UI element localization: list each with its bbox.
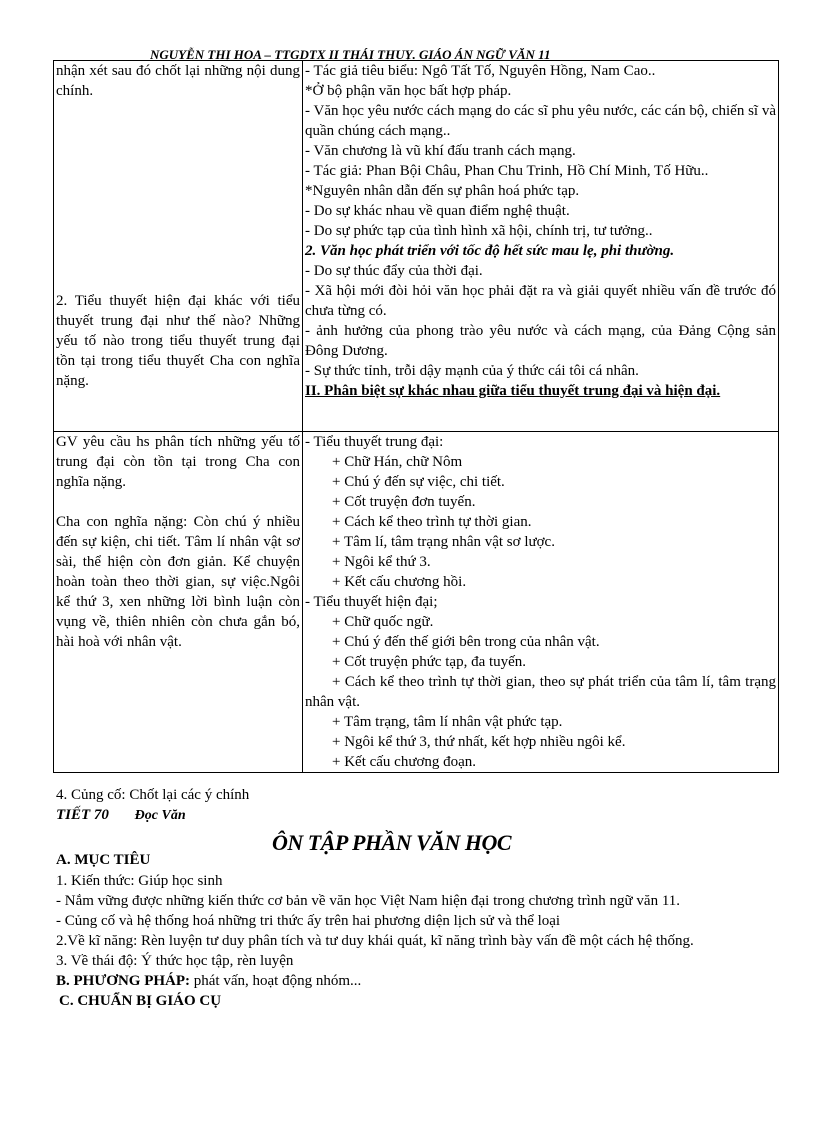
left-text: GV yêu cầu hs phân tích những yếu tố trung đại còn tồn tại trong Cha con nghĩa nặng.: [56, 434, 300, 490]
lesson-table: [53, 60, 779, 773]
page-title: ÔN TẬP PHẦN VĂN HỌC: [272, 830, 512, 855]
list-item: 2.Về kĩ năng: Rèn luyện tư duy phân tích và tư duy khái quát, kĩ năng trình bày vấn đề một cách hệ thống.: [56, 933, 694, 949]
list-item: - Tiểu thuyết trung đại:: [305, 434, 444, 450]
cung-co: 4. Củng cố: Chốt lại các ý chính: [56, 787, 250, 803]
subject-label: Đọc Văn: [134, 808, 186, 823]
method-label: B. PHƯƠNG PHÁP:: [56, 973, 191, 989]
section-heading: II. Phân biệt sự khác nhau giữa tiểu thuyết trung đại và hiện đại.: [305, 383, 721, 399]
list-item: - ảnh hưởng của phong trào yêu nước và cách mạng, của Đảng Cộng sản Đông Dương.: [305, 323, 776, 359]
list-item: - Tiểu thuyết hiện đại;: [305, 594, 438, 610]
list-item: - Văn học yêu nước cách mạng do các sĩ phu yêu nước, các cán bộ, chiến sĩ và quần chúng cách mạng..: [305, 103, 776, 139]
list-item: 1. Kiến thức: Giúp học sinh: [56, 873, 223, 889]
page-header: NGUYỄN THỊ HOA – TTGDTX II THÁI THUỴ. GIÁO ÁN NGỮ VĂN 11: [150, 47, 551, 61]
right-cell: [303, 432, 779, 773]
list-item: - Do sự phức tạp của tình hình xã hội, chính trị, tư tưởng..: [305, 223, 653, 239]
list-item: - Sự thức tỉnh, trỗi dậy mạnh của ý thức cái tôi cá nhân.: [305, 363, 639, 379]
list-item: + Cốt truyện đơn tuyến.: [332, 494, 476, 510]
right-cell: [303, 61, 779, 432]
list-item: + Kết cấu chương hồi.: [332, 574, 467, 590]
list-item: + Chữ quốc ngữ.: [332, 614, 434, 630]
left-question: 2. Tiểu thuyết hiện đại khác với tiểu thuyết trung đại như thế nào? Những yếu tố nào trong tiểu thuyết trung đại tồn tại trong tiểu thuyết Cha con nghĩa nặng.: [56, 293, 300, 389]
left-text: nhận xét sau đó chốt lại những nội dung chính.: [56, 63, 300, 99]
list-item: - Do sự khác nhau về quan điểm nghệ thuật.: [305, 203, 570, 219]
list-item: *Nguyên nhân dẫn đến sự phân hoá phức tạp.: [305, 183, 580, 199]
list-item: - Xã hội mới đòi hỏi văn học phải đặt ra và giải quyết nhiều vấn đề trước đó chưa từng có.: [305, 283, 776, 319]
left-cell: [54, 432, 303, 773]
list-item: + Tâm lí, tâm trạng nhân vật sơ lược.: [332, 534, 555, 550]
list-item: + Kết cấu chương đoạn.: [332, 754, 477, 770]
list-item: - Do sự thúc đẩy của thời đại.: [305, 263, 483, 279]
list-item: - Tác giả: Phan Bội Châu, Phan Chu Trinh, Hồ Chí Minh, Tố Hữu..: [305, 163, 709, 179]
table-row: [54, 61, 779, 432]
list-item: + Chữ Hán, chữ Nôm: [332, 454, 463, 470]
method-text: phát vấn, hoạt động nhóm...: [190, 973, 362, 989]
left-text: Cha con nghĩa nặng: Còn chú ý nhiều đến sự kiện, chi tiết. Tâm lí nhân vật sơ sài, thể hiện còn đơn giản. Kể chuyện hoàn toàn theo thời gian, sự việc.Ngôi kể thứ 3, xen những lời bình luận còn vụng về, thiên nhiên còn chưa gắn bó, hài hoà với nhân vật.: [56, 514, 300, 650]
section-heading: A. MỤC TIÊU: [56, 852, 151, 868]
objectives: [56, 871, 796, 1011]
list-item: + Ngôi kể thứ 3.: [332, 554, 431, 570]
list-item: + Ngôi kể thứ 3, thứ nhất, kết hợp nhiều ngôi kể.: [332, 734, 626, 750]
list-item: - Tác giả tiêu biểu: Ngô Tất Tố, Nguyên Hồng, Nam Cao..: [305, 63, 656, 79]
tiet-label: TIẾT 70: [56, 807, 109, 823]
list-item: + Cách kể theo trình tự thời gian, theo sự phát triển của tâm lí, tâm trạng nhân vật.: [305, 674, 776, 710]
table-row: [54, 432, 779, 773]
list-item: - Văn chương là vũ khí đấu tranh cách mạng.: [305, 143, 576, 159]
method: [56, 971, 796, 991]
list-item: - Nắm vững được những kiến thức cơ bản về văn học Việt Nam hiện đại trong chương trình ngữ văn 11.: [56, 893, 681, 909]
list-item: + Cách kể theo trình tự thời gian.: [332, 514, 532, 530]
section-heading: C. CHUẨN BỊ GIÁO CỤ: [59, 993, 222, 1009]
list-item: + Chú ý đến sự việc, chi tiết.: [332, 474, 505, 490]
list-item: + Chú ý đến thế giới bên trong của nhân vật.: [332, 634, 600, 650]
list-item: 3. Về thái độ: Ý thức học tập, rèn luyện: [56, 953, 294, 969]
list-item: + Cốt truyện phức tạp, đa tuyến.: [332, 654, 527, 670]
list-item: + Tâm trạng, tâm lí nhân vật phức tạp.: [332, 714, 563, 730]
lesson-label: [56, 805, 796, 826]
list-item: - Củng cố và hệ thống hoá những tri thức ấy trên hai phương diện lịch sử và thể loại: [56, 913, 561, 929]
list-item: *Ở bộ phận văn học bất hợp pháp.: [305, 83, 512, 99]
section-heading: 2. Văn học phát triển với tốc độ hết sức mau lẹ, phi thường.: [305, 243, 675, 259]
left-cell: [54, 61, 303, 432]
